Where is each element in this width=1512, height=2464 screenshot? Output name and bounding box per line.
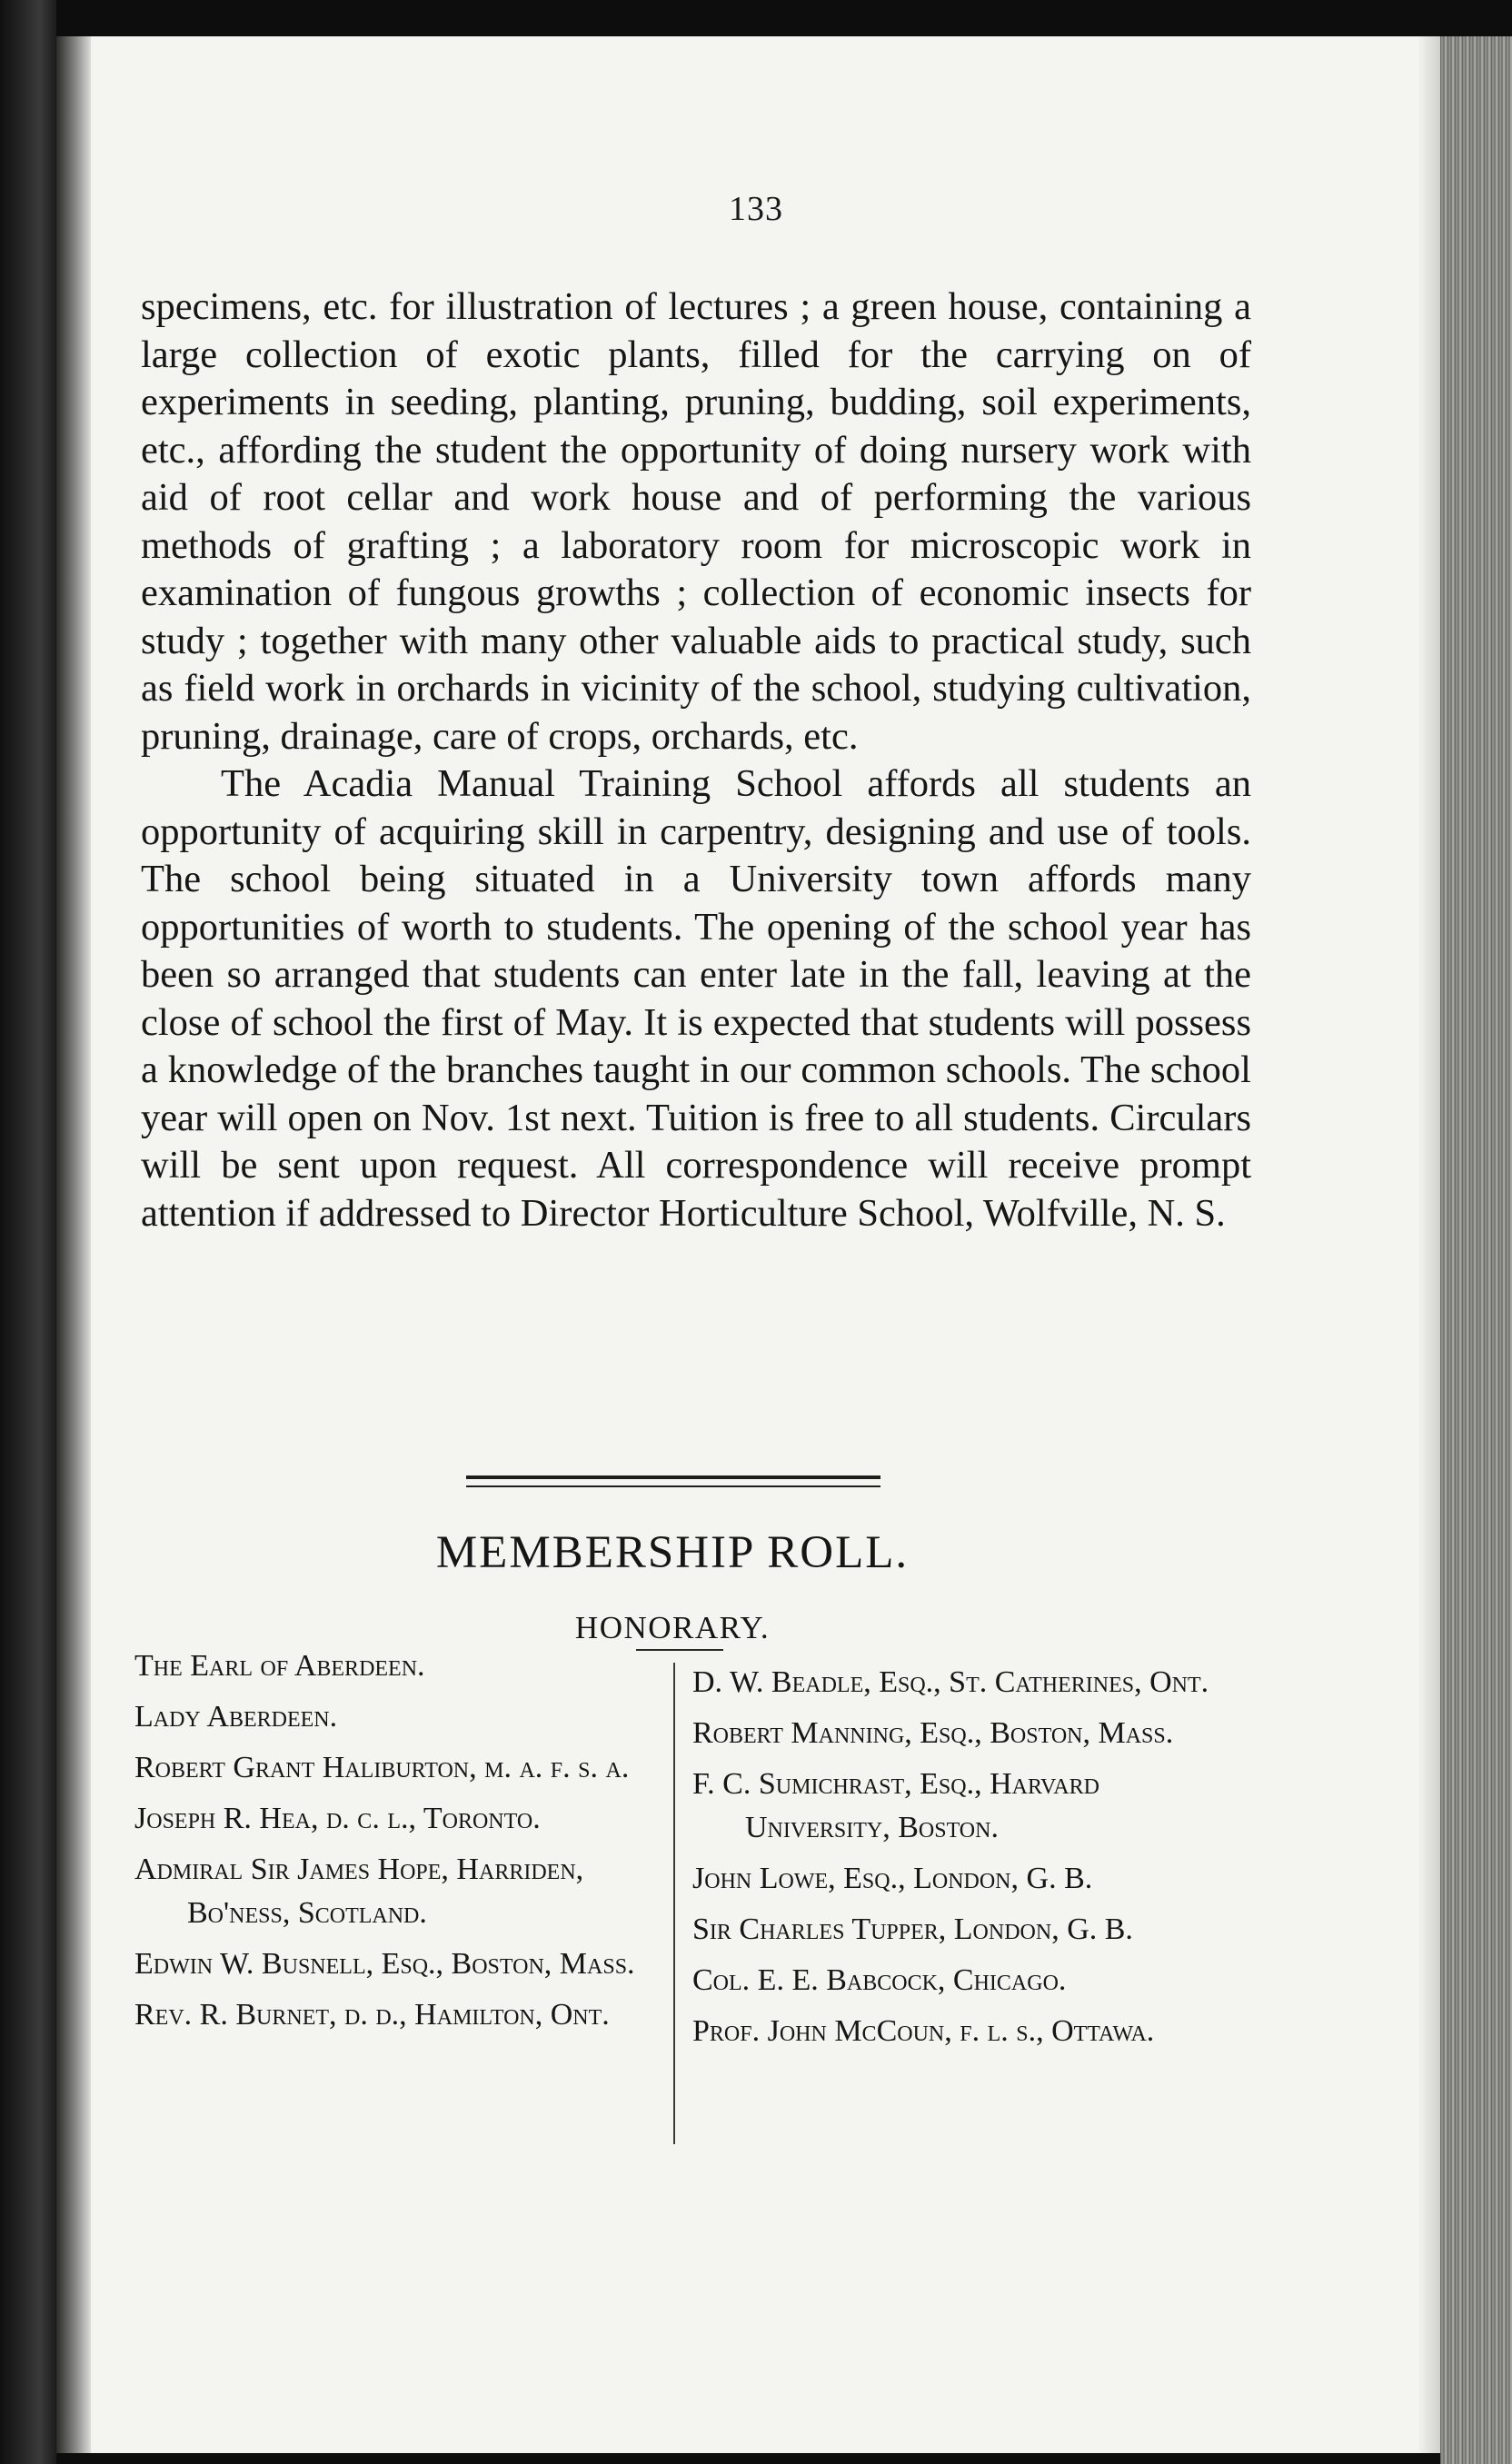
member-entry: Lady Aberdeen. — [134, 1700, 338, 1734]
member-entry: Robert Manning, Esq., Boston, Mass. — [692, 1716, 1174, 1750]
honorary-members-right-column — [692, 1661, 1219, 2061]
facing-page-edge — [0, 0, 56, 2464]
membership-roll-title: MEMBERSHIP ROLL. — [435, 1527, 910, 1578]
section-rule-thick — [466, 1475, 880, 1479]
section-rule-thin — [466, 1485, 880, 1487]
member-entry: F. C. Sumichrast, Esq., Harvard University, Boston. — [692, 1767, 1099, 1844]
member-entry: Robert Grant Haliburton, m. a. f. s. a. — [134, 1751, 630, 1784]
member-entry: Rev. R. Burnet, d. d., Hamilton, Ont. — [134, 1998, 610, 2032]
page-stack-edge — [1440, 36, 1512, 2464]
paragraph-2: The Acadia Manual Training School affords all students an opportunity of acquiring skill in carpentry, designing and use of tools. The school being situated in a University town affords many opportunities of worth to students. The opening of the school year has been so arranged that students can enter late in the fall, leaving at the close of school the first of May. It is expected that students will possess a knowledge of the branches taught in our common schools. The school year will open on Nov. 1st next. Tuition is free to all students. Circulars will be sent upon request. All correspondence will receive prompt attention if addressed to Director Horticulture School, Wolfville, N. S. — [141, 762, 1251, 1235]
body-text — [141, 283, 1251, 1237]
member-entry: John Lowe, Esq., London, G. B. — [692, 1862, 1093, 1895]
member-entry: Edwin W. Busnell, Esq., Boston, Mass. — [134, 1947, 635, 1981]
member-entry: D. W. Beadle, Esq., St. Catherines, Ont. — [692, 1665, 1209, 1699]
member-entry: Joseph R. Hea, d. c. l., Toronto. — [134, 1802, 541, 1835]
gutter-shadow — [56, 36, 93, 2453]
honorary-members-left-column — [134, 1644, 662, 2044]
member-entry: Sir Charles Tupper, London, G. B. — [692, 1913, 1133, 1946]
paragraph-1: specimens, etc. for illustration of lectures ; a green house, containing a large collection of exotic plants, filled for the carrying on of experiments in seeding, planting, pruning, budding, soil experiments, etc., affording the student the opportunity of doing nursery work with aid of root cellar and work house and of performing the various methods of grafting ; a laboratory room for microscopic work in examination of fungous growths ; collection of economic insects for study ; together with many other valuable aids to practical study, such as field work in orchards in vicinity of the school, studying cultivation, pruning, drainage, care of crops, orchards, etc. — [141, 285, 1251, 758]
honorary-heading: HONORARY. — [574, 1610, 771, 1645]
page-number: 133 — [729, 190, 783, 228]
member-entry: Admiral Sir James Hope, Harriden, Bo'ness, Scotland. — [134, 1853, 584, 1930]
member-entry: Prof. John McCoun, f. l. s., Ottawa. — [692, 2014, 1155, 2048]
member-entry: The Earl of Aberdeen. — [134, 1649, 425, 1683]
member-entry: Col. E. E. Babcock, Chicago. — [692, 1963, 1067, 1997]
column-divider — [673, 1663, 675, 2144]
